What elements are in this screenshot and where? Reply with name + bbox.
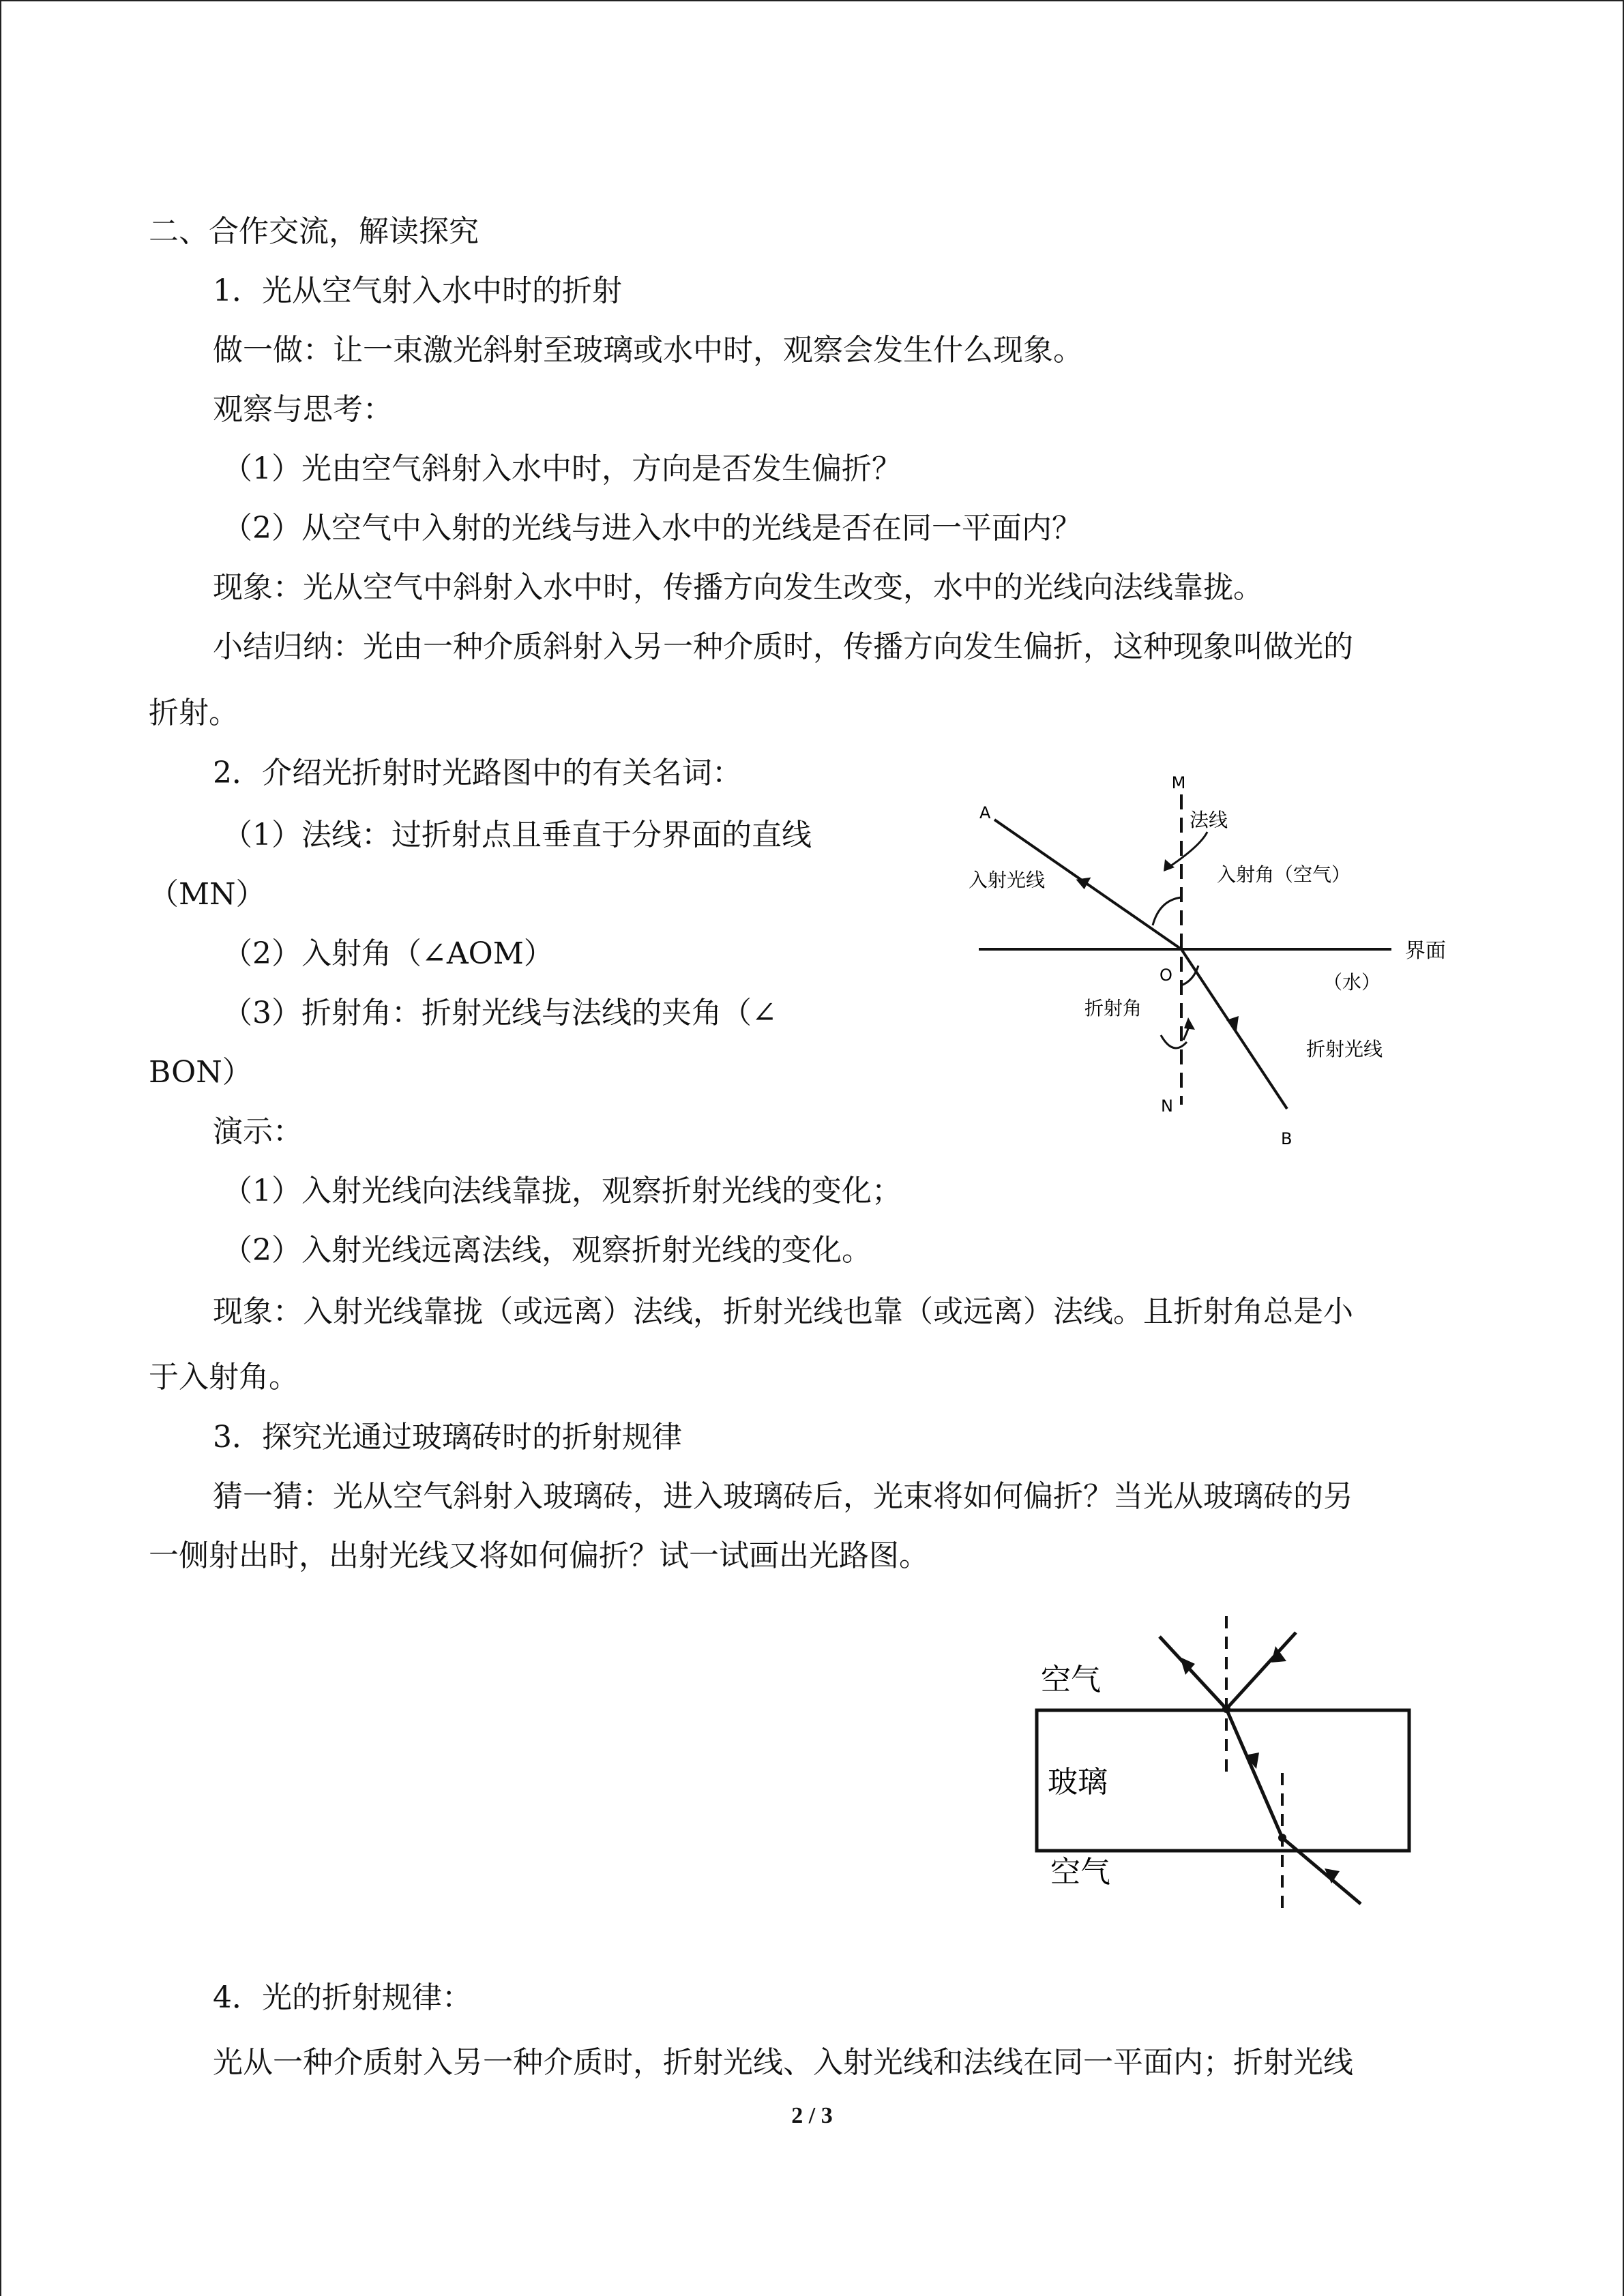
refracted-ray — [1181, 949, 1287, 1109]
label-water: （水） — [1323, 971, 1381, 994]
s2-term3-line2: BON） — [149, 1055, 252, 1090]
label-B: B — [1281, 1129, 1293, 1148]
s1-phenomenon: 现象：光从空气中斜射入水中时，传播方向发生改变，水中的光线向法线靠拢。 — [213, 570, 1263, 605]
s2-demo2: （2）入射光线远离法线，观察折射光线的变化。 — [222, 1233, 872, 1268]
s3-guess-line1: 猜一猜：光从空气斜射入玻璃砖，进入玻璃砖后，光束将如何偏折？当光从玻璃砖的另 — [213, 1479, 1353, 1514]
s2-demo: 演示： — [213, 1114, 303, 1149]
label-refraction-angle: 折射角 — [1084, 997, 1142, 1019]
page-number: 2 / 3 — [791, 2103, 833, 2128]
s2-term3-line1: （3）折射角：折射光线与法线的夹角（∠ — [222, 996, 777, 1030]
s3-heading: 3．探究光通过玻璃砖时的折射规律 — [213, 1420, 682, 1455]
refraction-angle-arc — [1181, 966, 1198, 985]
s2-term1-line2: （MN） — [149, 877, 266, 912]
s1-summary-line1: 小结归纳：光由一种介质斜射入另一种介质时，传播方向发生偏折，这种现象叫做光的 — [213, 629, 1353, 664]
label-incident-ray: 入射光线 — [969, 869, 1046, 891]
refracted-in-glass — [1226, 1709, 1282, 1838]
refraction-label-arc — [1161, 1035, 1187, 1048]
s1-q2: （2）从空气中入射的光线与进入水中的光线是否在同一平面内？ — [222, 511, 1082, 546]
s4-heading: 4．光的折射规律： — [213, 1980, 472, 2015]
label-O: O — [1160, 966, 1172, 985]
incident-ray-2 — [1160, 1637, 1226, 1709]
s3-guess-line2: 一侧射出时，出射光线又将如何偏折？试一试画出光路图。 — [149, 1538, 929, 1573]
reflected-ray — [1226, 1632, 1296, 1709]
label-glass: 玻璃 — [1048, 1765, 1108, 1800]
s1-doit: 做一做：让一束激光斜射至玻璃或水中时，观察会发生什么现象。 — [213, 333, 1083, 368]
refraction-diagram — [955, 764, 1460, 1159]
glass-block-diagram — [1016, 1609, 1439, 1923]
s2-phenomenon-line1: 现象：入射光线靠拢（或远离）法线，折射光线也靠（或远离）法线。且折射角总是小 — [213, 1294, 1353, 1329]
s2-term2: （2）入射角（∠AOM） — [222, 936, 554, 971]
label-refracted-ray: 折射光线 — [1306, 1038, 1383, 1060]
s2-term1-line1: （1）法线：过折射点且垂直于分界面的直线 — [222, 818, 812, 852]
normal-label-arc — [1170, 832, 1207, 866]
label-N: N — [1161, 1097, 1173, 1116]
incident-angle-arc — [1153, 897, 1181, 925]
label-incident-angle: 入射角（空气） — [1217, 863, 1351, 886]
incident-arrow — [1076, 878, 1093, 891]
s1-summary-line2: 折射。 — [149, 696, 239, 730]
label-A: A — [979, 803, 991, 822]
s2-demo1: （1）入射光线向法线靠拢，观察折射光线的变化； — [222, 1174, 902, 1208]
section-title: 二、合作交流，解读探究 — [149, 214, 479, 249]
s2-heading: 2．介绍光折射时光路图中的有关名词： — [213, 756, 742, 790]
s2-phenomenon-line2: 于入射角。 — [149, 1360, 299, 1395]
label-M: M — [1171, 773, 1186, 792]
emergent-ray — [1282, 1838, 1361, 1904]
s1-observe: 观察与思考： — [213, 392, 393, 427]
label-interface: 界面 — [1405, 939, 1446, 963]
s1-q1: （1）光由空气斜射入水中时，方向是否发生偏折？ — [222, 451, 902, 486]
label-normal: 法线 — [1190, 809, 1228, 831]
label-air-bottom: 空气 — [1050, 1855, 1110, 1890]
s4-law: 光从一种介质射入另一种介质时，折射光线、入射光线和法线在同一平面内；折射光线 — [213, 2045, 1353, 2080]
s1-heading: 1．光从空气射入水中时的折射 — [213, 273, 622, 308]
label-air-top: 空气 — [1041, 1663, 1101, 1697]
